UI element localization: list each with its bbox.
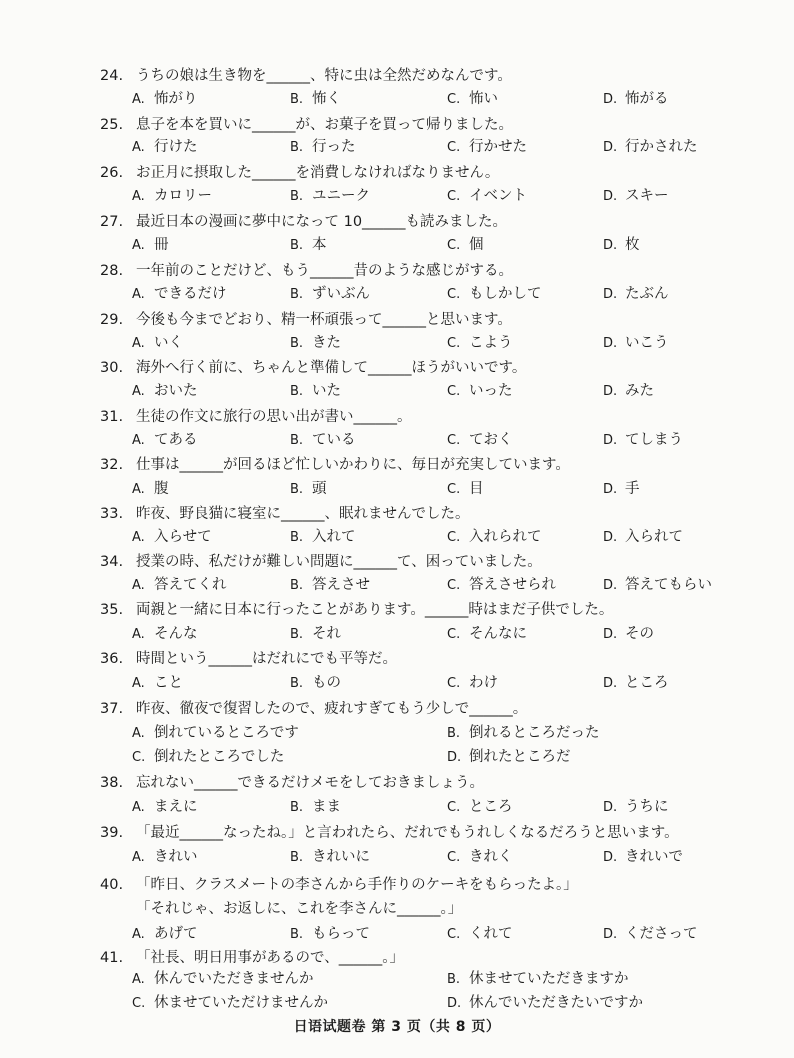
answer-option	[132, 576, 227, 595]
answer-option	[132, 724, 299, 743]
question-number: 30.	[100, 360, 124, 376]
question-number: 36.	[100, 651, 124, 667]
question-stem	[100, 456, 570, 474]
option-letter: B.	[290, 433, 304, 448]
question-stem	[100, 311, 512, 329]
option-letter: C.	[447, 336, 461, 351]
option-text: 入れて	[312, 529, 356, 545]
option-text: できるだけ	[154, 286, 227, 302]
answer-option	[290, 236, 327, 255]
option-text: 入られて	[625, 529, 683, 545]
option-letter: B.	[447, 972, 461, 987]
option-text: いく	[154, 335, 183, 351]
option-text: カロリー	[154, 188, 212, 204]
answer-option	[132, 925, 198, 944]
option-letter: A.	[132, 800, 145, 815]
option-letter: B.	[290, 482, 304, 497]
question-text: 仕事は______が回るほど忙しいかわりに、毎日が充実しています。	[136, 457, 570, 473]
answer-option	[603, 798, 669, 817]
answer-option	[447, 674, 498, 693]
option-text: まえに	[154, 799, 198, 815]
option-text: 休ませていただけませんか	[154, 995, 328, 1011]
answer-option	[290, 625, 341, 644]
option-letter: B.	[290, 676, 304, 691]
question-stem	[100, 553, 542, 571]
option-text: 答えさせられ	[469, 577, 556, 593]
question-number: 38.	[100, 775, 124, 791]
option-text: 休ませていただきますか	[469, 971, 629, 987]
option-text: もの	[312, 675, 341, 691]
question-number: 29.	[100, 312, 124, 328]
question-stem	[100, 67, 512, 85]
answer-option	[132, 848, 198, 867]
answer-option	[132, 382, 198, 401]
question-stem	[100, 505, 470, 523]
option-letter: B.	[290, 578, 304, 593]
question-text: 「昨日、クラスメートの李さんから手作りのケーキをもらったよ。」	[136, 877, 578, 893]
answer-option	[290, 528, 356, 547]
question-stem	[100, 213, 507, 231]
option-text: 腹	[154, 481, 169, 497]
option-letter: C.	[447, 92, 461, 107]
option-text: 答えさせ	[312, 577, 370, 593]
question-number: 41.	[100, 950, 124, 966]
option-letter: C.	[447, 927, 461, 942]
option-letter: C.	[447, 850, 461, 865]
answer-option	[447, 431, 513, 450]
question-stem	[100, 774, 484, 792]
option-letter: D.	[603, 92, 618, 107]
option-text: こよう	[469, 335, 513, 351]
option-letter: C.	[447, 384, 461, 399]
option-letter: A.	[132, 578, 145, 593]
option-text: 冊	[154, 237, 169, 253]
option-letter: A.	[132, 189, 145, 204]
option-letter: A.	[132, 927, 145, 942]
question-stem	[100, 876, 578, 894]
option-text: 怖い	[469, 91, 498, 107]
option-letter: C.	[132, 996, 146, 1011]
option-text: たぶん	[625, 286, 669, 302]
question-stem	[100, 164, 499, 182]
answer-option	[447, 724, 600, 743]
answer-option	[132, 480, 169, 499]
option-text: いった	[469, 383, 513, 399]
question-text: 生徒の作文に旅行の思い出が書い______。	[136, 409, 412, 425]
option-text: そんな	[154, 626, 198, 642]
option-letter: D.	[603, 189, 618, 204]
question-text: 一年前のことだけど、もう______昔のような感じがする。	[136, 263, 513, 279]
question-text: うちの娘は生き物を______、特に虫は全然だめなんです。	[136, 68, 512, 84]
option-letter: B.	[447, 726, 461, 741]
option-letter: B.	[290, 287, 304, 302]
option-letter: C.	[447, 189, 461, 204]
option-letter: A.	[132, 140, 145, 155]
option-text: くれて	[469, 926, 513, 942]
answer-option	[603, 90, 669, 109]
answer-option	[290, 925, 370, 944]
option-letter: C.	[447, 482, 461, 497]
question-text: 忘れない______できるだけメモをしておきましょう。	[136, 775, 484, 791]
answer-option	[447, 848, 513, 867]
question-stem	[136, 900, 462, 918]
question-number: 37.	[100, 701, 124, 717]
answer-option	[132, 748, 284, 767]
option-letter: D.	[603, 927, 618, 942]
option-letter: A.	[132, 238, 145, 253]
option-text: てある	[154, 432, 198, 448]
option-text: きた	[312, 335, 341, 351]
option-text: 行けた	[154, 139, 198, 155]
option-letter: D.	[603, 238, 618, 253]
option-text: 倒れるところだった	[469, 725, 600, 741]
answer-option	[603, 382, 654, 401]
option-text: それ	[312, 626, 341, 642]
answer-option	[447, 798, 513, 817]
option-letter: C.	[447, 676, 461, 691]
option-letter: D.	[603, 800, 618, 815]
option-letter: A.	[132, 482, 145, 497]
question-stem	[100, 359, 526, 377]
answer-option	[447, 480, 484, 499]
option-text: てしまう	[625, 432, 683, 448]
option-letter: A.	[132, 676, 145, 691]
answer-option	[290, 90, 341, 109]
answer-option	[447, 576, 556, 595]
answer-option	[132, 674, 183, 693]
option-text: きれい	[154, 849, 198, 865]
question-text: 「社長、明日用事があるので、______。」	[136, 950, 404, 966]
option-letter: A.	[132, 433, 145, 448]
question-text: 時間という______はだれにでも平等だ。	[136, 651, 397, 667]
option-text: もらって	[312, 926, 370, 942]
option-letter: B.	[290, 140, 304, 155]
answer-option	[290, 576, 370, 595]
question-text: 「最近______なったね。」と言われたら、だれでもうれしくなるだろうと思います。	[136, 825, 679, 841]
option-letter: A.	[132, 850, 145, 865]
option-text: きれいに	[312, 849, 370, 865]
answer-option	[447, 285, 542, 304]
question-number: 35.	[100, 602, 124, 618]
answer-option	[290, 798, 341, 817]
answer-option	[132, 236, 169, 255]
answer-option	[447, 236, 484, 255]
answer-option	[447, 334, 513, 353]
answer-option	[603, 138, 698, 157]
answer-option	[290, 382, 341, 401]
option-letter: C.	[447, 287, 461, 302]
question-text: 最近日本の漫画に夢中になって 10______も読みました。	[136, 214, 508, 230]
answer-option	[132, 285, 227, 304]
option-text: 倒れたところだ	[469, 749, 571, 765]
answer-option	[132, 625, 198, 644]
option-text: ている	[312, 432, 356, 448]
option-letter: D.	[447, 996, 462, 1011]
option-letter: D.	[603, 578, 618, 593]
answer-option	[603, 848, 683, 867]
question-number: 25.	[100, 117, 124, 133]
option-letter: C.	[132, 750, 146, 765]
option-letter: C.	[447, 800, 461, 815]
option-text: もしかして	[469, 286, 542, 302]
question-stem	[100, 949, 404, 967]
option-text: うちに	[625, 799, 669, 815]
option-text: くださって	[625, 926, 698, 942]
option-text: 休んでいただきたいですか	[469, 995, 643, 1011]
question-number: 32.	[100, 457, 124, 473]
question-number: 24.	[100, 68, 124, 84]
question-text: 昨夜、野良猫に寝室に______、眠れませんでした。	[136, 506, 470, 522]
option-letter: D.	[603, 627, 618, 642]
answer-option	[132, 970, 314, 989]
question-number: 34.	[100, 554, 124, 570]
option-text: きれいで	[625, 849, 683, 865]
option-text: まま	[312, 799, 341, 815]
option-text: 怖がる	[625, 91, 669, 107]
question-number: 39.	[100, 825, 124, 841]
option-text: その	[625, 626, 654, 642]
option-letter: B.	[290, 336, 304, 351]
option-text: ところ	[625, 675, 669, 691]
answer-option	[132, 528, 212, 547]
answer-option	[132, 90, 198, 109]
option-letter: B.	[290, 92, 304, 107]
option-text: 怖がり	[154, 91, 198, 107]
option-text: 行かせた	[469, 139, 527, 155]
option-letter: B.	[290, 384, 304, 399]
option-text: 答えてくれ	[154, 577, 227, 593]
question-stem	[100, 824, 679, 842]
option-text: いた	[312, 383, 341, 399]
answer-option	[447, 528, 542, 547]
option-text: 入れられて	[469, 529, 542, 545]
option-text: わけ	[469, 675, 498, 691]
answer-option	[447, 970, 629, 989]
answer-option	[603, 576, 712, 595]
option-text: 目	[469, 481, 484, 497]
answer-option	[603, 925, 698, 944]
question-text: 「それじゃ、お返しに、これを李さんに______。」	[136, 901, 463, 917]
option-letter: D.	[603, 384, 618, 399]
answer-option	[603, 625, 654, 644]
answer-option	[290, 138, 356, 157]
question-stem	[100, 262, 513, 280]
option-text: 倒れたところでした	[154, 749, 285, 765]
question-text: 授業の時、私だけが難しい問題に______て、困っていました。	[136, 554, 542, 570]
option-letter: B.	[290, 850, 304, 865]
answer-option	[603, 334, 669, 353]
answer-option	[290, 187, 370, 206]
option-text: イベント	[469, 188, 527, 204]
option-text: 休んでいただきませんか	[154, 971, 314, 987]
answer-option	[132, 187, 212, 206]
answer-option	[290, 674, 341, 693]
option-letter: A.	[132, 384, 145, 399]
answer-option	[447, 187, 527, 206]
question-stem	[100, 650, 397, 668]
option-letter: B.	[290, 189, 304, 204]
option-letter: C.	[447, 530, 461, 545]
answer-option	[447, 994, 643, 1013]
answer-option	[447, 138, 527, 157]
option-text: 倒れているところです	[154, 725, 299, 741]
option-text: 怖く	[312, 91, 341, 107]
option-letter: D.	[603, 850, 618, 865]
option-letter: D.	[603, 530, 618, 545]
answer-option	[603, 236, 640, 255]
option-text: 頭	[312, 481, 327, 497]
question-text: 今後も今までどおり、精一杯頑張って______と思います。	[136, 312, 512, 328]
option-text: そんなに	[469, 626, 527, 642]
option-letter: A.	[132, 972, 145, 987]
question-number: 40.	[100, 877, 124, 893]
option-text: 入らせて	[154, 529, 212, 545]
option-letter: A.	[132, 92, 145, 107]
option-letter: D.	[603, 482, 618, 497]
question-number: 31.	[100, 409, 124, 425]
option-text: みた	[625, 383, 654, 399]
option-letter: B.	[290, 627, 304, 642]
option-letter: C.	[447, 140, 461, 155]
question-stem	[100, 116, 513, 134]
answer-option	[603, 480, 640, 499]
question-stem	[100, 408, 412, 426]
option-letter: B.	[290, 800, 304, 815]
option-letter: A.	[132, 530, 145, 545]
answer-option	[290, 480, 327, 499]
question-number: 27.	[100, 214, 124, 230]
option-text: こと	[154, 675, 183, 691]
question-text: 昨夜、徹夜で復習したので、疲れすぎてもう少しで______。	[136, 701, 528, 717]
answer-option	[447, 90, 498, 109]
option-letter: C.	[447, 578, 461, 593]
option-text: 行った	[312, 139, 356, 155]
option-letter: A.	[132, 287, 145, 302]
option-letter: C.	[447, 238, 461, 253]
option-text: いこう	[625, 335, 669, 351]
question-number: 26.	[100, 165, 124, 181]
option-letter: A.	[132, 336, 145, 351]
answer-option	[603, 187, 669, 206]
answer-option	[447, 382, 513, 401]
option-text: きれく	[469, 849, 513, 865]
answer-option	[447, 925, 513, 944]
answer-option	[132, 431, 198, 450]
option-text: ておく	[469, 432, 513, 448]
option-letter: B.	[290, 927, 304, 942]
option-letter: B.	[290, 530, 304, 545]
option-letter: D.	[603, 676, 618, 691]
option-letter: A.	[132, 627, 145, 642]
answer-option	[132, 798, 198, 817]
option-text: スキー	[625, 188, 669, 204]
option-letter: A.	[132, 726, 145, 741]
answer-option	[290, 431, 356, 450]
answer-option	[132, 994, 328, 1013]
question-number: 28.	[100, 263, 124, 279]
option-letter: D.	[603, 140, 618, 155]
option-letter: D.	[603, 336, 618, 351]
option-text: 枚	[625, 237, 640, 253]
answer-option	[290, 334, 341, 353]
answer-option	[132, 138, 198, 157]
question-stem	[100, 601, 613, 619]
question-text: 海外へ行く前に、ちゃんと準備して______ほうがいいです。	[136, 360, 527, 376]
answer-option	[290, 285, 370, 304]
question-stem	[100, 700, 527, 718]
option-letter: D.	[447, 750, 462, 765]
option-letter: C.	[447, 433, 461, 448]
page-footer: 日语试题卷 第 3 页（共 8 页）	[293, 1019, 501, 1035]
question-text: 息子を本を買いに______が、お菓子を買って帰りました。	[136, 117, 513, 133]
option-text: ユニーク	[312, 188, 370, 204]
answer-option	[603, 285, 669, 304]
option-text: あげて	[154, 926, 198, 942]
option-text: 答えてもらい	[625, 577, 712, 593]
answer-option	[603, 431, 683, 450]
answer-option	[447, 625, 527, 644]
answer-option	[132, 334, 183, 353]
option-text: ずいぶん	[312, 286, 370, 302]
answer-option	[603, 674, 669, 693]
option-text: ところ	[469, 799, 513, 815]
question-number: 33.	[100, 506, 124, 522]
option-text: 行かされた	[625, 139, 698, 155]
option-text: 本	[312, 237, 327, 253]
option-letter: C.	[447, 627, 461, 642]
option-text: おいた	[154, 383, 198, 399]
option-letter: B.	[290, 238, 304, 253]
option-text: 手	[625, 481, 640, 497]
question-text: 両親と一緒に日本に行ったことがあります。______時はまだ子供でした。	[136, 602, 614, 618]
question-text: お正月に摂取した______を消費しなければなりません。	[136, 165, 500, 181]
option-letter: D.	[603, 433, 618, 448]
option-letter: D.	[603, 287, 618, 302]
answer-option	[447, 748, 571, 767]
answer-option	[603, 528, 683, 547]
answer-option	[290, 848, 370, 867]
option-text: 個	[469, 237, 484, 253]
